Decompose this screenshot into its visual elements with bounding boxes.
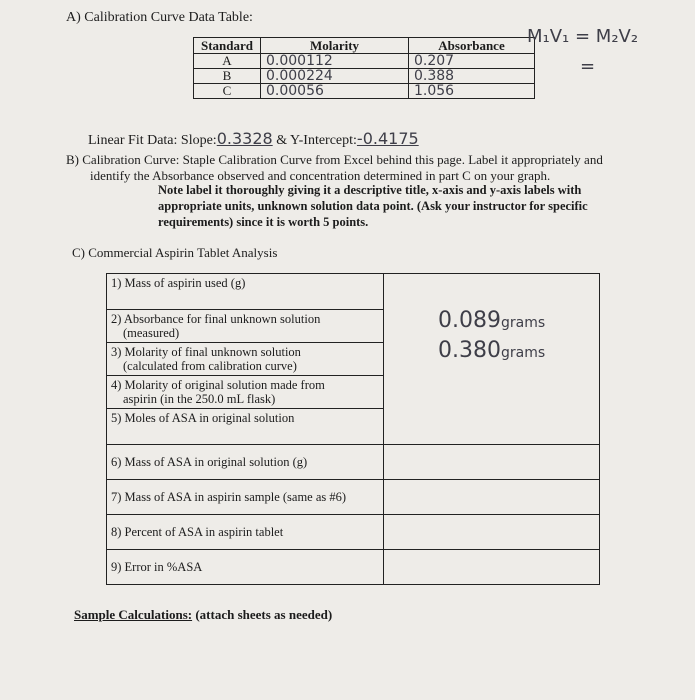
sample-calc-label: Sample Calculations: [74, 607, 193, 622]
section-b-note2: appropriate units, unknown solution data point. (Ask your instructor for specific [158, 199, 588, 213]
handwritten-answer [438, 308, 546, 333]
row-sublabel: aspirin (in the 250.0 mL flask) [123, 392, 276, 406]
table-row [107, 515, 600, 550]
table-row [107, 480, 600, 515]
molarity-cell: 0.00056 [261, 84, 409, 99]
answer-cell [384, 445, 600, 480]
section-b-note3: requirements) since it is worth 5 points. [158, 215, 369, 229]
section-b-line2: identify the Absorbance observed and concentration determined in part C on your graph. [90, 168, 551, 183]
standard-cell: A [194, 54, 261, 69]
row-label [107, 480, 384, 515]
intercept-label: & Y-Intercept: [276, 133, 357, 148]
row-label-text: 8) Percent of ASA in aspirin tablet [111, 525, 284, 539]
answer-unit: grams [500, 315, 546, 331]
table-row [194, 54, 535, 69]
linear-fit-line [88, 129, 419, 149]
aspirin-analysis-table [106, 273, 600, 585]
row-label [107, 550, 384, 585]
answer-cell [384, 480, 600, 515]
dilution-equation: M₁V₁ = M₂V₂ [527, 26, 639, 47]
header-molarity: Molarity [261, 38, 409, 54]
table-row [107, 550, 600, 585]
answer-unit: grams [500, 345, 546, 361]
row-label-text: 1) Mass of aspirin used (g) [111, 276, 246, 290]
row-label-text: 6) Mass of ASA in original solution (g) [111, 455, 308, 469]
sample-calculations [74, 607, 332, 623]
section-b-line1: B) Calibration Curve: Staple Calibration Curve from Excel behind this page. Label it appropriately and [66, 152, 603, 167]
absorbance-cell: 0.207 [409, 54, 535, 69]
intercept-value: -0.4175 [356, 129, 419, 148]
row-label [107, 310, 384, 343]
section-a-title: A) Calibration Curve Data Table: [66, 10, 253, 25]
row-label [107, 376, 384, 409]
answer-value: 0.380 [438, 338, 501, 363]
row-label [107, 445, 384, 480]
section-b-note1: Note label it thoroughly giving it a descriptive title, x-axis and y-axis labels with [158, 183, 582, 197]
row-label-text: 4) Molarity of original solution made from [111, 378, 325, 392]
row-label [107, 409, 384, 445]
row-label-text: 7) Mass of ASA in aspirin sample (same as #6) [111, 490, 347, 504]
molarity-cell: 0.000224 [261, 69, 409, 84]
linear-fit-label: Linear Fit Data: Slope: [88, 133, 217, 148]
absorbance-cell: 1.056 [409, 84, 535, 99]
calibration-table [193, 37, 535, 99]
answer-cell [384, 550, 600, 585]
equals-mark: = [580, 56, 596, 77]
header-absorbance: Absorbance [409, 38, 535, 54]
molarity-cell: 0.000112 [261, 54, 409, 69]
section-c-title: C) Commercial Aspirin Tablet Analysis [72, 245, 278, 260]
slope-value: 0.3328 [216, 129, 273, 148]
row-sublabel: (measured) [123, 326, 180, 340]
answer-value: 0.089 [438, 308, 501, 333]
table-header-row [194, 38, 535, 54]
row-label-text: 2) Absorbance for final unknown solution [111, 312, 321, 326]
row-label [107, 343, 384, 376]
table-row [194, 84, 535, 99]
standard-cell: C [194, 84, 261, 99]
row-label [107, 515, 384, 550]
row-label-text: 5) Moles of ASA in original solution [111, 411, 295, 425]
absorbance-cell: 0.388 [409, 69, 535, 84]
answer-cell [384, 274, 600, 445]
row-label-text: 3) Molarity of final unknown solution [111, 345, 301, 359]
handwritten-answer [438, 338, 546, 363]
table-row [107, 274, 600, 310]
sample-calc-note: (attach sheets as needed) [195, 607, 333, 622]
row-label-text: 9) Error in %ASA [111, 560, 203, 574]
table-row [107, 445, 600, 480]
row-sublabel: (calculated from calibration curve) [123, 359, 297, 373]
answer-cell [384, 515, 600, 550]
header-standard: Standard [194, 38, 261, 54]
standard-cell: B [194, 69, 261, 84]
row-label [107, 274, 384, 310]
table-row [194, 69, 535, 84]
